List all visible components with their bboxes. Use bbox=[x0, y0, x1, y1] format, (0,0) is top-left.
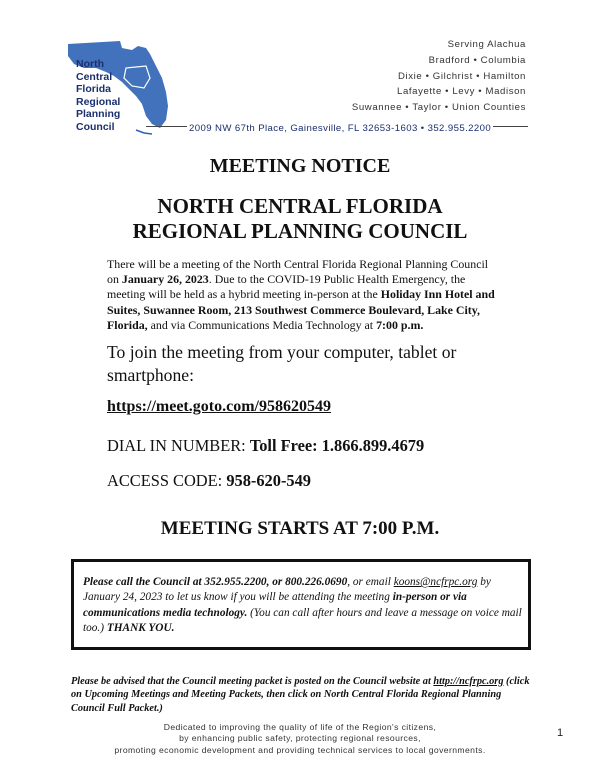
logo-line: Florida bbox=[76, 83, 112, 96]
rsvp-thank-you: THANK YOU. bbox=[106, 622, 175, 635]
rsvp-email-link[interactable]: koons@ncfrpc.org bbox=[393, 576, 478, 588]
county-line: Suwannee • Taylor • Union Counties bbox=[351, 102, 526, 114]
access-value: 958-620-549 bbox=[226, 471, 311, 490]
council-name-line2: REGIONAL PLANNING COUNCIL bbox=[132, 219, 468, 243]
county-line: Serving Alachua bbox=[447, 39, 526, 50]
counties-served bbox=[352, 37, 526, 116]
logo-line: Planning bbox=[76, 108, 121, 121]
meeting-start-time: MEETING STARTS AT 7:00 P.M. bbox=[160, 518, 440, 539]
access-code bbox=[107, 471, 311, 491]
logo-text bbox=[76, 58, 120, 134]
county-line: Dixie • Gilchrist • Hamilton bbox=[397, 70, 526, 82]
rsvp-text-part: (You can call after hours and leave a message on voice mail too.) bbox=[83, 606, 522, 635]
intro-text: . Due to the COVID-19 Public Health Emergency, the meeting will be held as a hybrid meeting in-person at the bbox=[107, 272, 466, 302]
rsvp-text bbox=[83, 575, 523, 637]
page-number: 1 bbox=[557, 727, 564, 739]
footer-line: by enhancing public safety, protecting regional resources, bbox=[179, 733, 421, 744]
rsvp-text-part: , or email bbox=[347, 576, 394, 588]
dial-in-number bbox=[107, 436, 424, 456]
dial-value: Toll Free: 1.866.899.4679 bbox=[249, 436, 425, 455]
footer-line: Dedicated to improving the quality of life of the Region's citizens, bbox=[163, 722, 437, 732]
meeting-date: January 26, 2023 bbox=[121, 272, 209, 287]
county-line: Bradford • Columbia bbox=[428, 54, 526, 66]
florida-keys-shape bbox=[136, 130, 152, 134]
council-address: 2009 NW 67th Place, Gainesville, FL 32653-1603 • 352.955.2200 bbox=[189, 123, 492, 134]
logo-line: North bbox=[76, 58, 104, 70]
rsvp-text-part: by January 24, 2023 to let us know if you will be attending the meeting bbox=[83, 576, 491, 604]
meeting-venue: Holiday Inn Hotel and Suites, Suwannee Room, 213 Southwest Commerce Boulevard, Lake City, Florida, bbox=[107, 287, 495, 332]
council-name-line1: NORTH CENTRAL FLORIDA bbox=[157, 194, 443, 218]
rsvp-phone-text: Please call the Council at 352.955.2200, or 800.226.0690 bbox=[83, 576, 348, 588]
intro-text: There will be a meeting of the North Central Florida Regional Planning Council on bbox=[107, 257, 489, 287]
join-instructions: To join the meeting from your computer, tablet or smartphone: bbox=[107, 342, 457, 385]
meeting-time: 7:00 p.m. bbox=[376, 317, 424, 332]
council-website-link[interactable]: http://ncfrpc.org bbox=[433, 676, 504, 687]
logo-line: Central bbox=[76, 70, 113, 83]
advisory-text: (click on Upcoming Meetings and Meeting Packets, then click on North Central Florida Regional Planning Council Full Packet.) bbox=[71, 676, 530, 714]
logo-line: Regional bbox=[76, 95, 121, 108]
access-label: ACCESS CODE: bbox=[107, 471, 227, 490]
footer-line: promoting economic development and providing technical services to local governments. bbox=[114, 744, 486, 755]
county-line: Lafayette • Levy • Madison bbox=[397, 86, 526, 98]
dial-label: DIAL IN NUMBER: bbox=[107, 436, 250, 455]
meeting-notice-title: MEETING NOTICE bbox=[209, 155, 391, 177]
meeting-url-link[interactable]: https://meet.goto.com/958620549 bbox=[107, 398, 331, 415]
logo-line: Council bbox=[76, 120, 115, 133]
intro-text: and via Communications Media Technology at bbox=[147, 317, 377, 332]
advisory-text: Please be advised that the Council meeting packet is posted on the Council website at bbox=[71, 676, 434, 687]
mission-footer bbox=[40, 722, 560, 756]
meeting-intro-paragraph bbox=[107, 257, 499, 333]
packet-advisory bbox=[71, 675, 531, 715]
rsvp-attendance-mode: in-person or via communications media technology. bbox=[83, 591, 467, 619]
